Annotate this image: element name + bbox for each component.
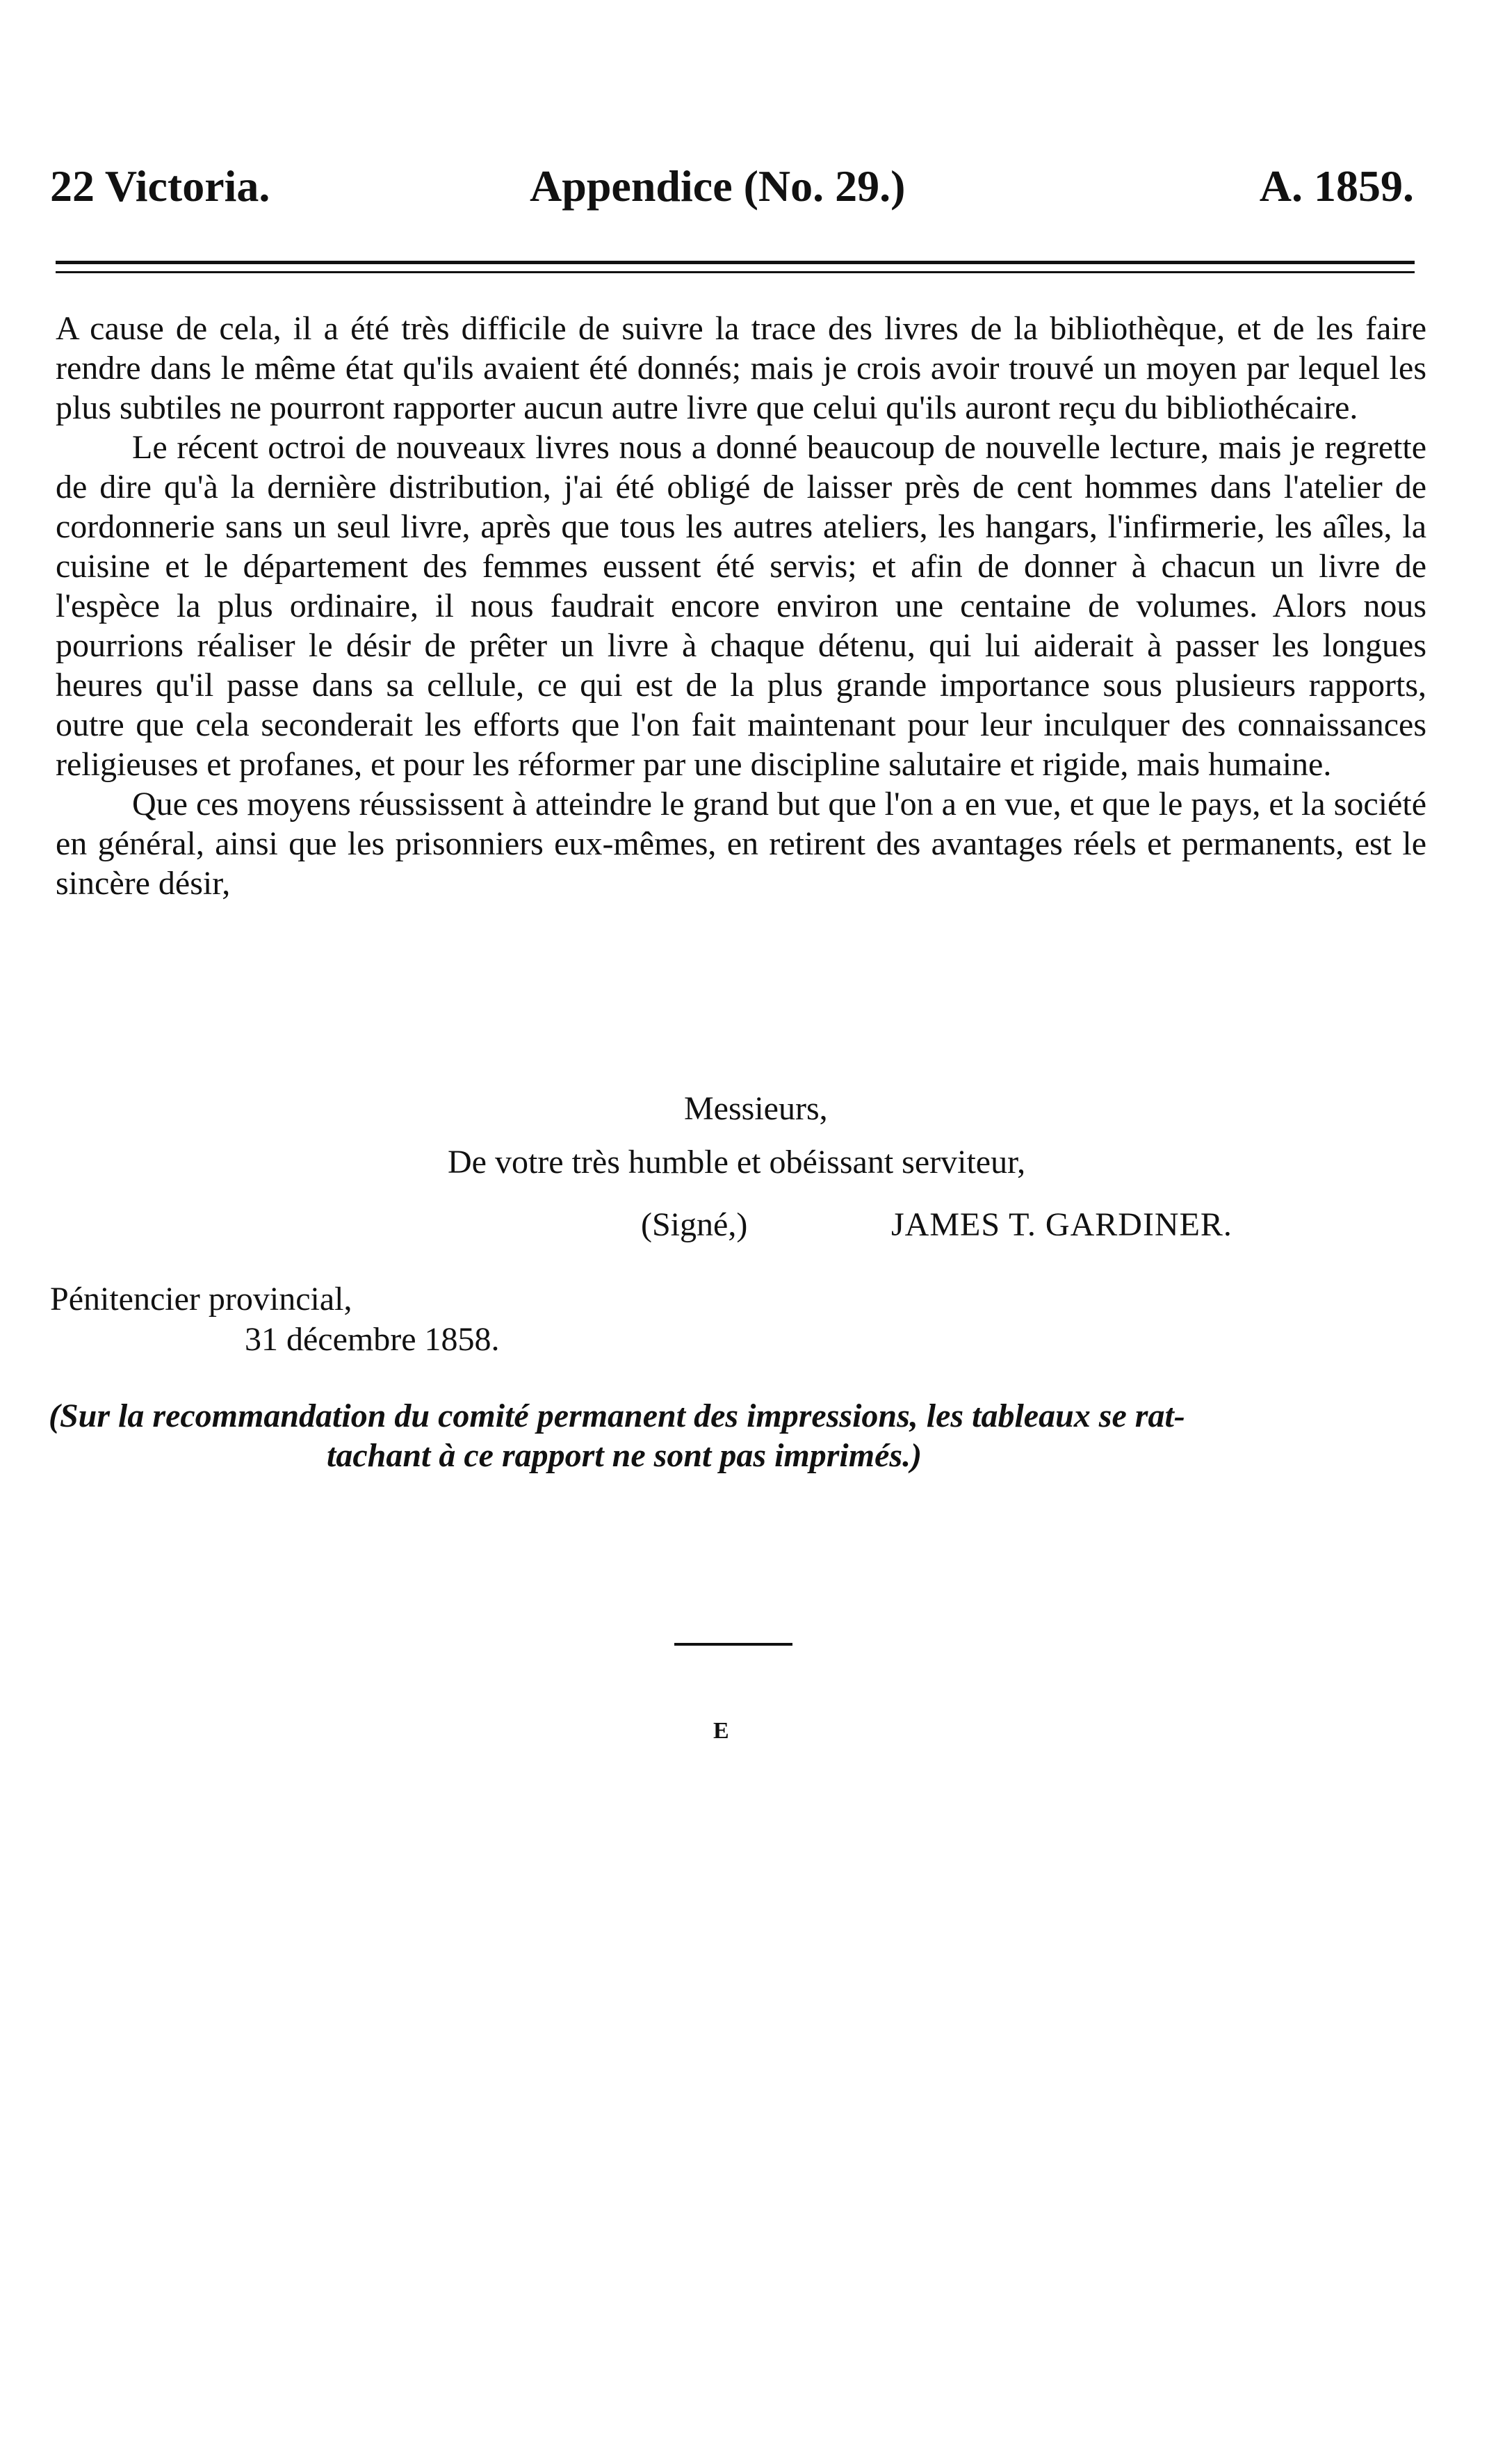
- closing-rule: [674, 1643, 792, 1646]
- salutation: Messieurs,: [684, 1090, 828, 1127]
- complimentary-close: De votre très humble et obéissant serviteur,: [448, 1144, 1026, 1181]
- paragraph-2: Le récent octroi de nouveaux livres nous a donné beaucoup de nouvelle lecture, mais je regrette de dire qu'à la dernière distribution, j'ai été obligé de laisser près de cent hommes dans l'atelier de cordonnerie sans un seul livre, après que tous les autres ateliers, les hangars, l'infirmerie, les aîles, la cuisine et le département des femmes eussent été servis; et afin de donner à chacun un livre de l'espèce la plus ordinaire, il nous faudrait encore environ une centaine de volumes. Alors nous pourrions réaliser le désir de prêter un livre à chaque détenu, qui lui aiderait à passer les longues heures qu'il passe dans sa cellule, ce qui est de la plus grande importance sous plusieurs rapports, outre que cela seconderait les efforts que l'on fait maintenant pour leur inculquer des connaissances religieuses et profanes, et pour les réformer par une discipline salutaire et rigide, mais humaine.: [56, 429, 1426, 783]
- header-reign: 22 Victoria.: [50, 161, 270, 211]
- paragraph-3: Que ces moyens réussissent à atteindre le grand but que l'on a en vue, et que le pays, et la société en général, ainsi que les prisonniers eux-mêmes, en retirent des avantages réels et permanents, est le sincère désir,: [56, 786, 1426, 902]
- place: Pénitencier provincial,: [50, 1281, 352, 1318]
- letter-body: [56, 309, 1426, 903]
- paragraph-1: A cause de cela, il a été très difficile de suivre la trace des livres de la bibliothèque, et de les faire rendre dans le même état qu'ils avaient été donnés; mais je crois avoir trouvé un moyen par lequel les plus subtiles ne pourront rapporter aucun autre livre que celui qu'ils auront reçu du bibliothécaire.: [56, 310, 1426, 426]
- header-rule-thick: [56, 261, 1415, 264]
- header-year: A. 1859.: [1259, 161, 1414, 211]
- header-appendix: Appendice (No. 29.): [530, 161, 906, 211]
- printing-note-line-1: (Sur la recommandation du comité permanent des impressions, les tableaux se rat-: [49, 1397, 1185, 1434]
- date: 31 décembre 1858.: [245, 1321, 500, 1358]
- header-rule-thin: [56, 271, 1415, 273]
- printing-note-line-2: tachant à ce rapport ne sont pas imprimés.): [327, 1437, 922, 1474]
- page-header: [50, 159, 1414, 214]
- signatory-name: JAMES T. GARDINER.: [891, 1206, 1232, 1243]
- printer-signature-mark: E: [713, 1718, 729, 1744]
- signed-label: (Signé,): [641, 1206, 748, 1243]
- printing-note: [49, 1396, 1422, 1475]
